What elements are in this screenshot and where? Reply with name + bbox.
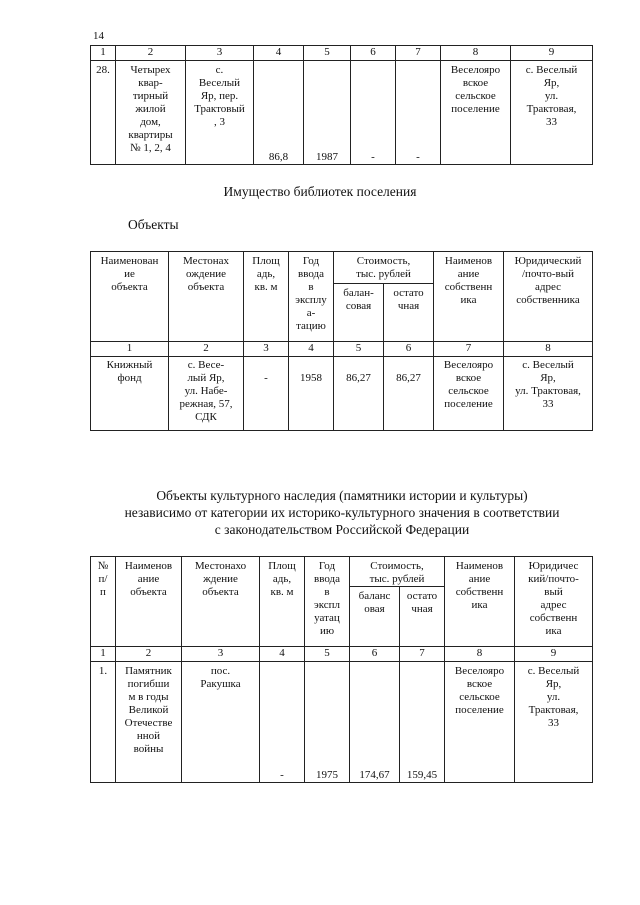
header-name: Наименован ие объекта [91, 252, 169, 342]
balance-cost: 174,67 [350, 662, 400, 783]
col-number: 7 [400, 647, 445, 662]
col-number: 1 [91, 46, 116, 61]
col-number: 5 [304, 46, 351, 61]
col-number: 6 [351, 46, 396, 61]
library-property-title: Имущество библиотек поселения [223, 184, 417, 199]
header-location: Местонах ождение объекта [169, 252, 244, 342]
header-owner: Наименов ание собственн ика [445, 557, 515, 647]
library-property-table [90, 251, 593, 431]
object-name: Памятник погибши м в годы Великой Отечестве нной войны [116, 662, 182, 783]
header-cost: Стоимость, тыс. рублей [334, 252, 434, 284]
owner-address: с. Веселый Яр, ул. Трактовая, 33 [511, 61, 593, 165]
col-number: 9 [515, 647, 593, 662]
header-owner: Наименов ание собственн ика [434, 252, 504, 342]
col-number: 4 [254, 46, 304, 61]
object-location: с. Весе- лый Яр, ул. Набе- режная, 57, СДК [169, 357, 244, 431]
balance-cost: 86,27 [334, 357, 384, 431]
object-area: 86,8 [254, 61, 304, 165]
col-number: 8 [504, 342, 593, 357]
header-number: № п/ п [91, 557, 116, 647]
col-number: 7 [434, 342, 504, 357]
object-location: с. Веселый Яр, пер. Трактовый , 3 [186, 61, 254, 165]
header-name: Наименов ание объекта [116, 557, 182, 647]
balance-cost: - [351, 61, 396, 165]
owner-name: Веселояро вское сельское поселение [441, 61, 511, 165]
object-year: 1987 [304, 61, 351, 165]
col-number: 5 [305, 647, 350, 662]
col-number: 6 [350, 647, 400, 662]
col-number: 3 [182, 647, 260, 662]
cultural-heritage-title: Объекты культурного наследия (памятники истории и культуры) независимо от категории их историко-культурного значения в соответствии с законодательством Российской Федерации [124, 488, 560, 537]
col-number: 5 [334, 342, 384, 357]
col-number: 1 [91, 342, 169, 357]
column-number-row [91, 342, 593, 357]
object-location: пос. Ракушка [182, 662, 260, 783]
objects-subtitle: Объекты [128, 217, 179, 232]
residual-cost: 159,45 [400, 662, 445, 783]
owner-name: Веселояро вское сельское поселение [445, 662, 515, 783]
table-row [91, 662, 593, 783]
owner-address: с. Веселый Яр, ул. Трактовая, 33 [515, 662, 593, 783]
col-number: 8 [445, 647, 515, 662]
col-number: 6 [384, 342, 434, 357]
object-year: 1975 [305, 662, 350, 783]
object-name: Четырех квар- тирный жилой дом, квартиры № 1, 2, 4 [116, 61, 186, 165]
header-area: Площ адь, кв. м [260, 557, 305, 647]
residual-cost: 86,27 [384, 357, 434, 431]
column-number-row [91, 46, 593, 61]
table-row [91, 61, 593, 165]
col-number: 3 [186, 46, 254, 61]
header-area: Площ адь, кв. м [244, 252, 289, 342]
header-residual: остато чная [400, 587, 445, 647]
col-number: 8 [441, 46, 511, 61]
col-number: 2 [116, 647, 182, 662]
header-cost: Стоимость, тыс. рублей [350, 557, 445, 587]
col-number: 9 [511, 46, 593, 61]
property-table-continuation [90, 45, 593, 165]
row-number: 28. [91, 61, 116, 165]
column-number-row [91, 647, 593, 662]
owner-name: Веселояро вское сельское поселение [434, 357, 504, 431]
header-balance: балан- совая [334, 284, 384, 342]
col-number: 3 [244, 342, 289, 357]
residual-cost: - [396, 61, 441, 165]
object-name: Книжный фонд [91, 357, 169, 431]
row-number: 1. [91, 662, 116, 783]
object-area: - [260, 662, 305, 783]
col-number: 4 [289, 342, 334, 357]
object-year: 1958 [289, 357, 334, 431]
header-year: Год ввода в экспл уатац ию [305, 557, 350, 647]
header-address: Юридический /почто-вый адрес собственника [504, 252, 593, 342]
col-number: 2 [169, 342, 244, 357]
header-address: Юридичес кий/почто- вый адрес собственн ика [515, 557, 593, 647]
cultural-heritage-table [90, 556, 593, 783]
page-number: 14 [93, 30, 104, 42]
table-row [91, 357, 593, 431]
header-location: Местонахо ждение объекта [182, 557, 260, 647]
header-year: Год ввода в эксплу а- тацию [289, 252, 334, 342]
col-number: 4 [260, 647, 305, 662]
col-number: 2 [116, 46, 186, 61]
header-residual: остато чная [384, 284, 434, 342]
header-balance: баланс овая [350, 587, 400, 647]
owner-address: с. Веселый Яр, ул. Трактовая, 33 [504, 357, 593, 431]
col-number: 1 [91, 647, 116, 662]
col-number: 7 [396, 46, 441, 61]
object-area: - [244, 357, 289, 431]
